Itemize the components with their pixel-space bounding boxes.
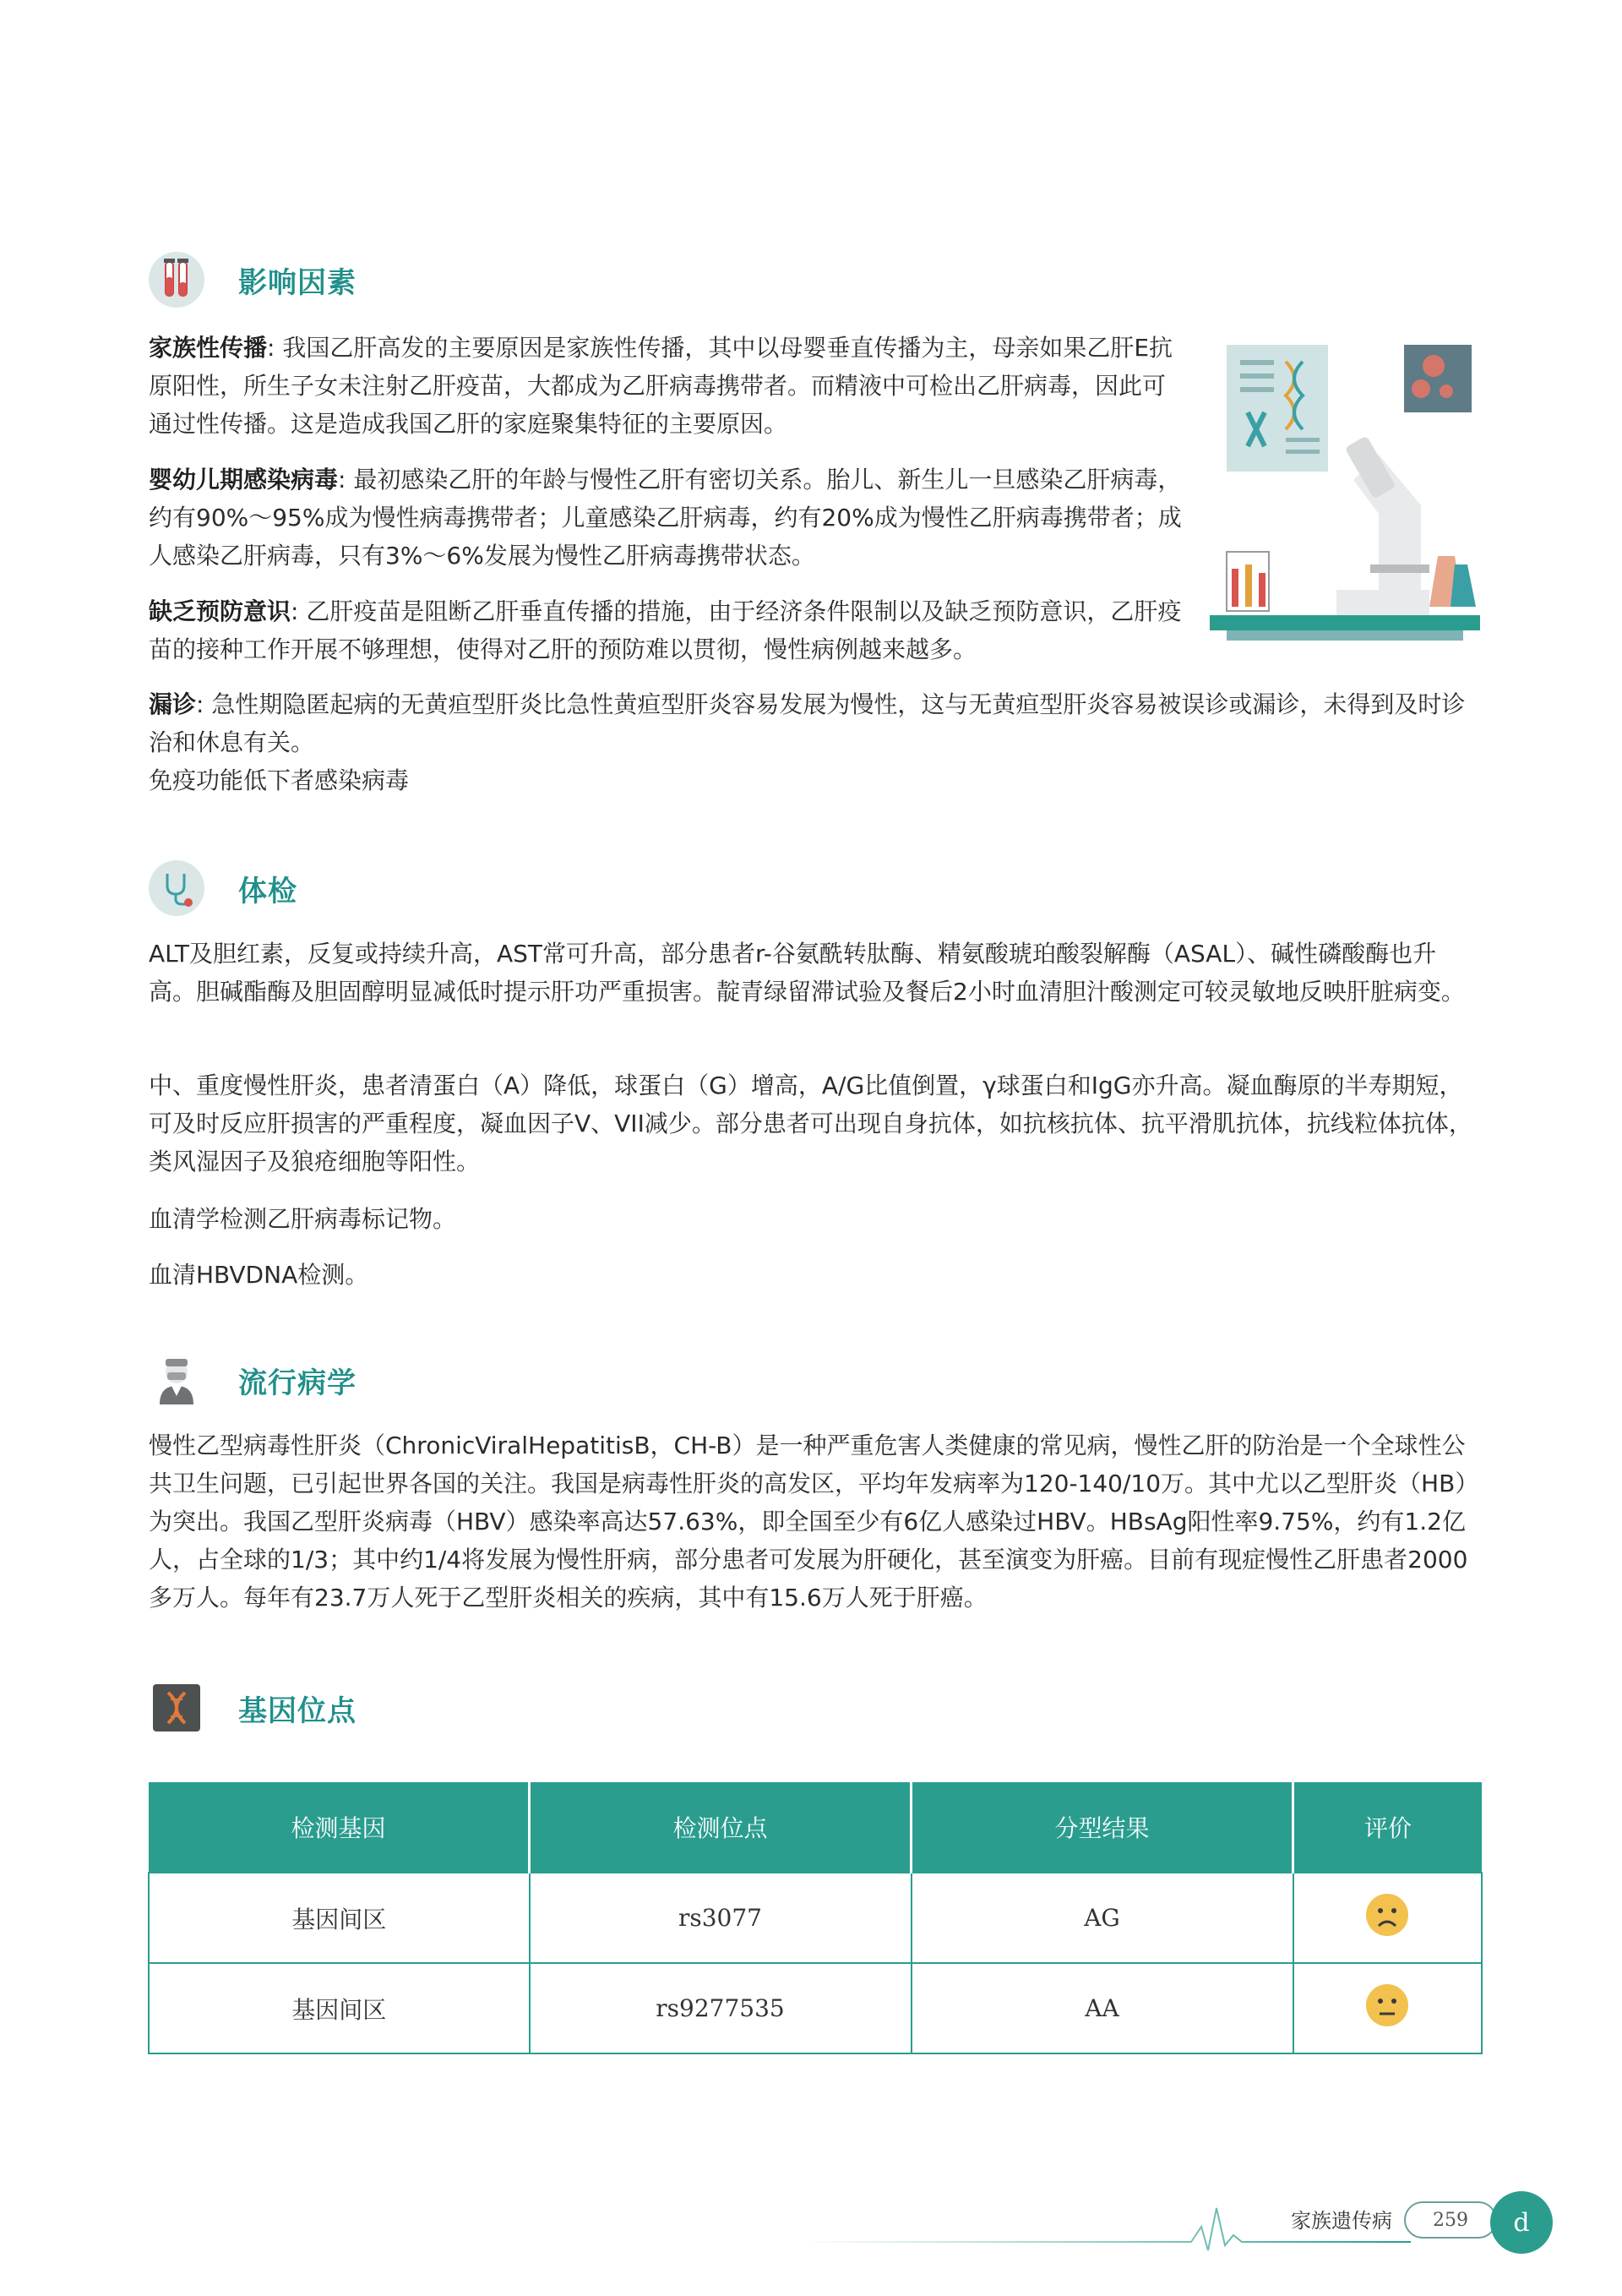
section-header-gene: [149, 1680, 357, 1736]
neutral-face-icon: [1364, 1982, 1410, 2034]
column-header-evaluation: 评价: [1293, 1782, 1483, 1873]
column-header-site: 检测位点: [530, 1782, 912, 1873]
cell-site: rs9277535: [530, 1963, 912, 2053]
cell-result: AA: [912, 1963, 1293, 2053]
paragraph-prevention-awareness: [149, 592, 1183, 668]
doctor-icon: [149, 1352, 204, 1408]
paragraph-infant-infection: [149, 461, 1183, 575]
paragraph-text: : 急性期隐匿起病的无黄疸型肝炎比急性黄疸型肝炎容易发展为慢性，这与无黄疸型肝炎容易被误诊或漏诊，未得到及时诊治和休息有关。: [149, 690, 1466, 756]
paragraph-family-transmission: [149, 329, 1183, 443]
column-header-result: 分型结果: [912, 1782, 1293, 1873]
lab-illustration: [1210, 336, 1480, 641]
cell-evaluation: [1293, 1873, 1483, 1963]
paragraph-lead: 婴幼儿期感染病毒: [149, 466, 339, 494]
cell-evaluation: [1293, 1963, 1483, 2053]
section-title-gene: 基因位点: [238, 1693, 357, 1728]
paragraph-epidemiology: 慢性乙型病毒性肝炎（ChronicViralHepatitisB，CH-B）是一种严重危害人类健康的常见病，慢性乙肝的防治是一个全球性公共卫生问题，已引起世界各国的关注。我国是病毒性肝炎的高发区，平均年发病率为120-140/10万。其中尤以乙型肝炎（HB）为突出。我国乙型肝炎病毒（HBV）感染率高达57.63%，即全国至少有6亿人感染过HBV。HBsAg阳性率9.75%，约有1.2亿人，占全球的1/3；其中约1/4将发展为慢性肝病，部分患者可发展为肝硬化，甚至演变为肝癌。目前有现症慢性乙肝患者2000多万人。每年有23.7万人死于乙型肝炎相关的疾病，其中有15.6万人死于肝癌。: [149, 1432, 1479, 1612]
paragraph-exam-serology: 血清学检测乙肝病毒标记物。: [149, 1205, 457, 1233]
cell-site: rs3077: [530, 1873, 912, 1963]
paragraph-missed-diagnosis: [149, 685, 1483, 761]
section-title-factors: 影响因素: [238, 265, 357, 300]
section-header-factors: [149, 252, 357, 308]
paragraph-text: : 乙肝疫苗是阻断乙肝垂直传播的措施，由于经济条件限制以及缺乏预防意识，乙肝疫苗的接种工作开展不够理想，使得对乙肝的预防难以贯彻，慢性病例越来越多。: [149, 597, 1182, 663]
section-title-epidemiology: 流行病学: [238, 1366, 357, 1400]
table-header-row: [149, 1782, 1482, 1873]
sad-face-icon: [1364, 1892, 1410, 1944]
section-title-exam: 体检: [238, 874, 297, 908]
paragraph-lead: 缺乏预防意识: [149, 597, 291, 625]
paragraph-exam-protein: 中、重度慢性肝炎，患者清蛋白（A）降低，球蛋白（G）增高，A/G比值倒置，γ球蛋白和IgG亦升高。凝血酶原的半寿期短，可及时反应肝损害的严重程度，凝血因子V、VII减少。部分患者可出现自身抗体，如抗核抗体、抗平滑肌抗体，抗线粒体抗体，类风湿因子及狼疮细胞等阳性。: [149, 1072, 1472, 1175]
gene-table: [148, 1782, 1483, 2054]
table-row: [149, 1873, 1482, 1963]
paragraph-text: : 最初感染乙肝的年龄与慢性乙肝有密切关系。胎儿、新生儿一旦感染乙肝病毒，约有90%～95%成为慢性病毒携带者；儿童感染乙肝病毒，约有20%成为慢性乙肝病毒携带者；成人感染乙肝病毒，只有3%～6%发展为慢性乙肝病毒携带状态。: [149, 466, 1182, 570]
paragraph-lead: 漏诊: [149, 690, 197, 718]
stethoscope-icon: [149, 860, 204, 916]
footer-book-title: 家族遗传病: [1291, 2209, 1392, 2233]
cell-result: AG: [912, 1873, 1293, 1963]
column-header-gene: 检测基因: [149, 1782, 530, 1873]
paragraph-immune-note: 免疫功能低下者感染病毒: [149, 766, 410, 794]
section-header-epidemiology: [149, 1352, 357, 1408]
page-number: 259: [1404, 2201, 1497, 2239]
dna-icon: [149, 1680, 204, 1736]
paragraph-text: : 我国乙肝高发的主要原因是家族性传播，其中以母婴垂直传播为主，母亲如果乙肝E抗原阳性，所生子女未注射乙肝疫苗，大都成为乙肝病毒携带者。而精液中可检出乙肝病毒，因此可通过性传播。这是造成我国乙肝的家庭聚集特征的主要原因。: [149, 334, 1173, 438]
cell-gene: 基因间区: [149, 1963, 530, 2053]
paragraph-exam-liver-function: ALT及胆红素，反复或持续升高，AST常可升高，部分患者r-谷氨酰转肽酶、精氨酸琥珀酸裂解酶（ASAL）、碱性磷酸酶也升高。胆碱酯酶及胆固醇明显减低时提示肝功严重损害。靛青绿留滞试验及餐后2小时血清胆汁酸测定可较灵敏地反映肝脏病变。: [149, 940, 1465, 1006]
paragraph-exam-hbvdna: 血清HBVDNA检测。: [149, 1261, 369, 1289]
cell-gene: 基因间区: [149, 1873, 530, 1963]
section-header-exam: [149, 860, 297, 916]
table-row: [149, 1963, 1482, 2053]
test-tubes-icon: [149, 252, 204, 308]
paragraph-lead: 家族性传播: [149, 334, 268, 362]
page-badge: d: [1490, 2191, 1553, 2254]
